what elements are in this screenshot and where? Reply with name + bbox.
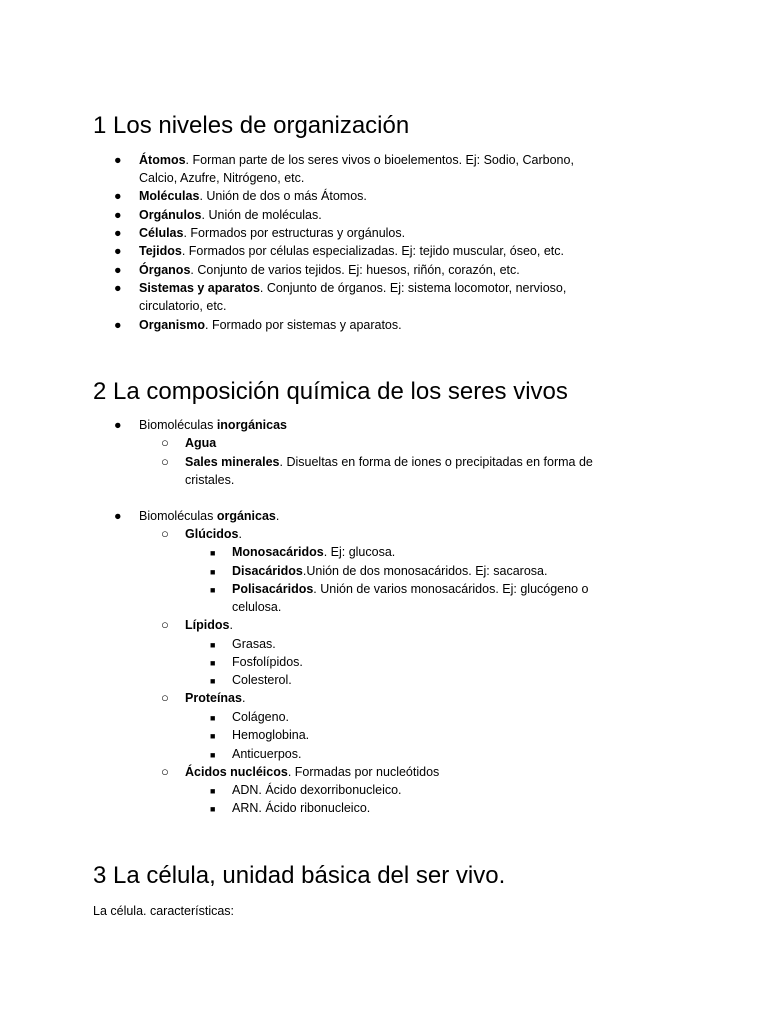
list-item-punct: . bbox=[275, 509, 280, 523]
list-item bbox=[139, 316, 402, 334]
list-item bbox=[232, 580, 588, 598]
list-item: Grasas. bbox=[232, 637, 276, 651]
list-item-term: Tejidos bbox=[139, 244, 182, 258]
list-item-punct: . bbox=[241, 691, 246, 705]
list-item-term: Sales minerales bbox=[185, 455, 280, 469]
list-item-text: Biomoléculas bbox=[139, 418, 217, 432]
list-item bbox=[232, 562, 547, 580]
list-item-text: . Conjunto de varios tejidos. Ej: huesos, riñón, corazón, etc. bbox=[190, 263, 520, 277]
list-item bbox=[139, 507, 279, 525]
list-item bbox=[185, 616, 233, 634]
list-item bbox=[185, 525, 242, 543]
list-item: Colesterol. bbox=[232, 673, 292, 687]
list-item: ADN. Ácido dexorribonucleico. bbox=[232, 783, 402, 797]
list-item-continuation: celulosa. bbox=[232, 600, 282, 614]
square-bullet-icon: ■ bbox=[210, 548, 216, 558]
circle-bullet-icon: ○ bbox=[161, 435, 169, 450]
list-item: Colágeno. bbox=[232, 710, 289, 724]
list-item-text: Biomoléculas bbox=[139, 509, 217, 523]
list-item-term: Polisacáridos bbox=[232, 582, 314, 596]
square-bullet-icon: ■ bbox=[210, 786, 216, 796]
circle-bullet-icon: ○ bbox=[161, 764, 169, 779]
list-item-text: . Ej: glucosa. bbox=[323, 545, 396, 559]
list-item bbox=[185, 434, 216, 452]
list-item-punct: . bbox=[229, 618, 233, 632]
list-item-continuation: circulatorio, etc. bbox=[139, 299, 227, 313]
square-bullet-icon: ■ bbox=[210, 640, 216, 650]
bullet-icon: ● bbox=[114, 153, 122, 167]
bullet-icon: ● bbox=[114, 509, 122, 523]
list-item-term: Glúcidos bbox=[185, 527, 239, 541]
list-item-term: Monosacáridos bbox=[232, 545, 324, 559]
circle-bullet-icon: ○ bbox=[161, 454, 169, 469]
square-bullet-icon: ■ bbox=[210, 731, 216, 741]
list-item-term: Sistemas y aparatos bbox=[139, 281, 260, 295]
bullet-icon: ● bbox=[114, 418, 122, 432]
list-item-text: . Disueltas en forma de iones o precipitadas en forma de bbox=[279, 455, 593, 469]
section-1-heading: 1 Los niveles de organización bbox=[93, 112, 410, 139]
list-item: Hemoglobina. bbox=[232, 728, 310, 742]
list-item-term: Agua bbox=[185, 436, 217, 450]
list-item-term: Ácidos nucléicos bbox=[185, 765, 288, 779]
list-item bbox=[139, 187, 367, 205]
list-item bbox=[139, 224, 405, 242]
list-item bbox=[139, 279, 566, 297]
list-item-text: . Formadas por nucleótidos bbox=[287, 765, 440, 779]
list-item bbox=[185, 453, 593, 471]
list-item-term: orgánicas bbox=[216, 509, 276, 523]
list-item-continuation: cristales. bbox=[185, 473, 235, 487]
section-3-text: La célula. características: bbox=[93, 904, 235, 918]
list-item bbox=[185, 763, 439, 781]
list-item-continuation: Calcio, Azufre, Nitrógeno, etc. bbox=[139, 171, 305, 185]
bullet-icon: ● bbox=[114, 244, 122, 258]
bullet-icon: ● bbox=[114, 208, 122, 222]
circle-bullet-icon: ○ bbox=[161, 690, 169, 705]
list-item-punct: . bbox=[238, 527, 242, 541]
list-item: ARN. Ácido ribonucleico. bbox=[232, 801, 371, 815]
list-item-term: Órganos bbox=[139, 263, 191, 277]
list-item-term: Células bbox=[139, 226, 184, 240]
list-item bbox=[139, 242, 564, 260]
list-item-term: Organismo bbox=[139, 318, 205, 332]
list-item-term: Disacáridos bbox=[232, 564, 303, 578]
list-item-text: . Formado por sistemas y aparatos. bbox=[205, 318, 402, 332]
section-2-heading: 2 La composición química de los seres vivos bbox=[93, 378, 568, 405]
list-item-text: . Forman parte de los seres vivos o bioelementos. Ej: Sodio, Carbono, bbox=[185, 153, 574, 167]
list-item-text: . Unión de varios monosacáridos. Ej: glucógeno o bbox=[313, 582, 589, 596]
list-item bbox=[232, 543, 395, 561]
list-item bbox=[139, 261, 520, 279]
square-bullet-icon: ■ bbox=[210, 658, 216, 668]
bullet-icon: ● bbox=[114, 263, 122, 277]
list-item bbox=[185, 689, 245, 707]
list-item-text: . Unión de dos o más Átomos. bbox=[199, 189, 367, 203]
list-item bbox=[139, 416, 287, 434]
list-item bbox=[139, 206, 322, 224]
circle-bullet-icon: ○ bbox=[161, 526, 169, 541]
square-bullet-icon: ■ bbox=[210, 676, 216, 686]
list-item: Anticuerpos. bbox=[232, 747, 302, 761]
section-3-heading: 3 La célula, unidad básica del ser vivo. bbox=[93, 862, 506, 889]
list-item: Fosfolípidos. bbox=[232, 655, 303, 669]
bullet-icon: ● bbox=[114, 318, 122, 332]
square-bullet-icon: ■ bbox=[210, 804, 216, 814]
list-item-text: . Unión de moléculas. bbox=[201, 208, 322, 222]
list-item bbox=[139, 151, 574, 169]
list-item-term: Moléculas bbox=[139, 189, 200, 203]
bullet-icon: ● bbox=[114, 189, 122, 203]
list-item-text: . Formados por estructuras y orgánulos. bbox=[183, 226, 406, 240]
bullet-icon: ● bbox=[114, 281, 122, 295]
list-item-text: . Formados por células especializadas. Ej: tejido muscular, óseo, etc. bbox=[181, 244, 564, 258]
bullet-icon: ● bbox=[114, 226, 122, 240]
square-bullet-icon: ■ bbox=[210, 750, 216, 760]
list-item-term: Lípidos bbox=[185, 618, 230, 632]
list-item-text: .Unión de dos monosacáridos. Ej: sacarosa. bbox=[302, 564, 548, 578]
list-item-term: inorgánicas bbox=[216, 418, 287, 432]
square-bullet-icon: ■ bbox=[210, 713, 216, 723]
list-item-term: Proteínas bbox=[185, 691, 242, 705]
square-bullet-icon: ■ bbox=[210, 585, 216, 595]
square-bullet-icon: ■ bbox=[210, 567, 216, 577]
list-item-text: . Conjunto de órganos. Ej: sistema locomotor, nervioso, bbox=[259, 281, 567, 295]
circle-bullet-icon: ○ bbox=[161, 617, 169, 632]
list-item-term: Átomos bbox=[139, 153, 186, 167]
list-item-term: Orgánulos bbox=[139, 208, 202, 222]
